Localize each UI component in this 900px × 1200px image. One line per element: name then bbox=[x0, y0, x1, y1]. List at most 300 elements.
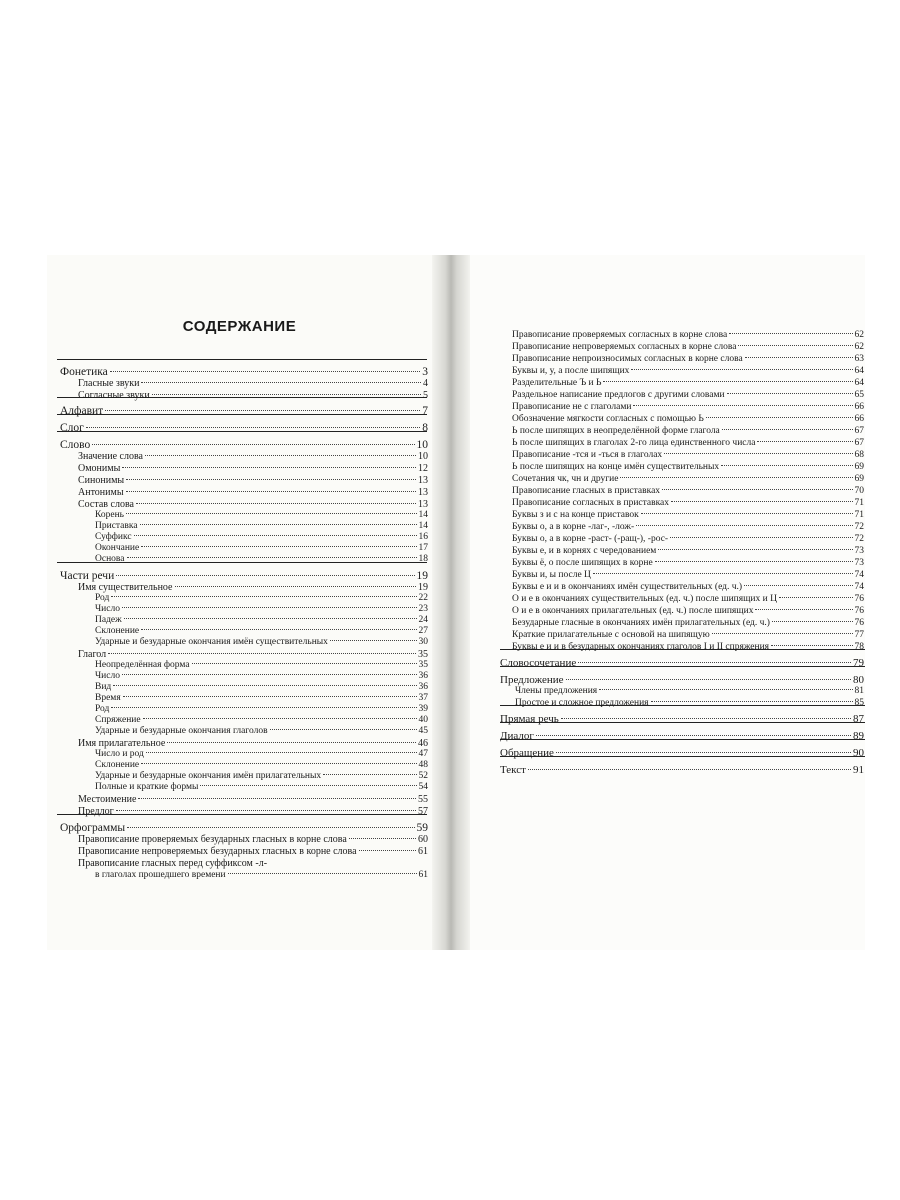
dot-leader bbox=[636, 525, 852, 526]
toc-entry bbox=[515, 687, 864, 697]
toc-entry-title: Правописание не с глаголами bbox=[512, 402, 632, 412]
dot-leader bbox=[721, 465, 852, 466]
toc-page-number: 73 bbox=[854, 558, 864, 568]
toc-page-number: 24 bbox=[418, 615, 428, 625]
dot-leader bbox=[108, 653, 416, 654]
dot-leader bbox=[111, 596, 416, 597]
toc-entry-title: Словосочетание bbox=[500, 657, 577, 669]
toc-entry-title: Правописание -тся и -ться в глаголах bbox=[512, 450, 663, 460]
toc-entry-title: Раздельное написание предлогов с другими словами bbox=[512, 390, 725, 400]
toc-page-number: 63 bbox=[854, 354, 864, 364]
toc-entry-title: Разделительные Ъ и Ь bbox=[512, 378, 602, 388]
toc-entry bbox=[512, 583, 864, 593]
toc-page-number: 76 bbox=[854, 618, 864, 628]
toc-entry-title: Безударные гласные в окончаниях имён прилагательных (ед. ч.) bbox=[512, 618, 770, 628]
dot-leader bbox=[641, 513, 853, 514]
toc-entry bbox=[95, 605, 428, 615]
toc-entry bbox=[500, 675, 864, 686]
dot-leader bbox=[105, 410, 420, 411]
toc-entry bbox=[78, 835, 428, 845]
toc-page-number: 81 bbox=[854, 686, 864, 696]
toc-entry bbox=[512, 643, 864, 653]
toc-entry-title: Вид bbox=[95, 682, 112, 692]
toc-page-number: 37 bbox=[418, 693, 428, 703]
toc-page-number: 22 bbox=[418, 593, 428, 603]
dot-leader bbox=[655, 561, 853, 562]
toc-entry bbox=[95, 783, 428, 793]
toc-entry-title: Предлог bbox=[78, 806, 114, 817]
toc-entry bbox=[95, 616, 428, 626]
dot-leader bbox=[124, 618, 417, 619]
toc-page-number: 54 bbox=[418, 782, 428, 792]
dot-leader bbox=[141, 763, 416, 764]
toc-page-number: 64 bbox=[854, 378, 864, 388]
toc-entry-title: Местоимение bbox=[78, 794, 137, 805]
dot-leader bbox=[323, 774, 416, 775]
toc-entry-title: Ь после шипящих на конце имён существительных bbox=[512, 462, 720, 472]
toc-entry-title: Буквы ё, о после шипящих в корне bbox=[512, 558, 653, 568]
toc-page-number: 55 bbox=[418, 794, 428, 805]
dot-leader bbox=[127, 557, 417, 558]
toc-entry-title: Простое и сложное предложения bbox=[515, 698, 649, 708]
toc-entry bbox=[512, 379, 864, 389]
toc-entry bbox=[512, 595, 864, 605]
toc-page-number: 61 bbox=[418, 870, 428, 880]
dot-leader bbox=[111, 707, 416, 708]
toc-entry-title: Буквы е, и в корнях с чередованием bbox=[512, 546, 657, 556]
toc-entry-title: Спряжение bbox=[95, 715, 141, 725]
toc-entry-title: Правописание непроверяемых безударных гласных в корне слова bbox=[78, 846, 357, 857]
toc-entry-title: Обозначение мягкости согласных с помощью Ь bbox=[512, 414, 704, 424]
toc-entry bbox=[60, 367, 428, 379]
toc-page-number: 4 bbox=[423, 378, 428, 389]
toc-entry bbox=[500, 714, 864, 725]
toc-entry bbox=[60, 571, 428, 583]
page-title: СОДЕРЖАНИЕ bbox=[182, 318, 297, 335]
toc-entry-title: Значение слова bbox=[78, 451, 143, 462]
toc-page-number: 67 bbox=[854, 426, 864, 436]
toc-entry bbox=[500, 658, 864, 669]
toc-entry-title: О и е в окончаниях прилагательных (ед. ч.) после шипящих bbox=[512, 606, 754, 616]
toc-entry bbox=[512, 331, 864, 341]
dot-leader bbox=[359, 850, 416, 851]
toc-page-number: 69 bbox=[854, 462, 864, 472]
toc-entry-title: Род bbox=[95, 593, 110, 603]
toc-entry-title: Буквы е и и в окончаниях имён существительных (ед. ч.) bbox=[512, 582, 743, 592]
toc-entry-title: Суффикс bbox=[95, 532, 132, 542]
toc-entry-title: Части речи bbox=[60, 570, 115, 582]
toc-entry-title: Склонение bbox=[95, 626, 140, 636]
dot-leader bbox=[738, 345, 852, 346]
toc-entry-title: Число bbox=[95, 671, 120, 681]
toc-entry bbox=[60, 423, 428, 435]
toc-entry bbox=[95, 672, 428, 682]
toc-entry bbox=[95, 522, 428, 532]
toc-entry bbox=[78, 847, 428, 857]
toc-page-number: 89 bbox=[853, 730, 864, 742]
toc-page-number: 66 bbox=[854, 414, 864, 424]
toc-entry bbox=[95, 533, 428, 543]
toc-entry-title: Слово bbox=[60, 439, 91, 451]
dot-leader bbox=[122, 674, 417, 675]
dot-leader bbox=[126, 491, 416, 492]
dot-leader bbox=[658, 549, 852, 550]
toc-entry-title: Гласные звуки bbox=[78, 378, 140, 389]
toc-page-number: 14 bbox=[418, 510, 428, 520]
toc-entry bbox=[512, 439, 864, 449]
toc-page-number: 72 bbox=[854, 522, 864, 532]
toc-entry-title: Члены предложения bbox=[515, 686, 598, 696]
toc-page-number: 90 bbox=[853, 747, 864, 759]
toc-entry-title: Склонение bbox=[95, 760, 140, 770]
toc-entry-title: Диалог bbox=[500, 730, 534, 742]
toc-entry-title: Ударные и безударные окончания имён прилагательных bbox=[95, 771, 322, 781]
toc-page-number: 69 bbox=[854, 474, 864, 484]
dot-leader bbox=[122, 607, 417, 608]
toc-page-number: 5 bbox=[423, 390, 428, 401]
toc-entry bbox=[512, 403, 864, 413]
toc-entry bbox=[78, 500, 428, 510]
toc-entry bbox=[95, 871, 428, 881]
toc-page-number: 85 bbox=[854, 698, 864, 708]
dot-leader bbox=[664, 453, 852, 454]
toc-entry bbox=[95, 594, 428, 604]
toc-page-number: 71 bbox=[854, 510, 864, 520]
toc-entry bbox=[60, 440, 428, 452]
toc-entry-title: Число и род bbox=[95, 749, 144, 759]
toc-entry bbox=[512, 631, 864, 641]
toc-page-number: 39 bbox=[418, 704, 428, 714]
toc-entry-title: Правописание непроверяемых согласных в корне слова bbox=[512, 342, 737, 352]
toc-entry-title: Правописание гласных в приставках bbox=[512, 486, 661, 496]
toc-entry-title: Орфограммы bbox=[60, 822, 126, 834]
toc-entry bbox=[512, 451, 864, 461]
toc-entry bbox=[95, 683, 428, 693]
toc-page-number: 10 bbox=[418, 451, 428, 462]
toc-entry bbox=[515, 699, 864, 709]
dot-leader bbox=[113, 685, 416, 686]
toc-entry bbox=[512, 607, 864, 617]
toc-entry bbox=[78, 476, 428, 486]
dot-leader bbox=[126, 479, 416, 480]
toc-page-number: 91 bbox=[853, 764, 864, 776]
dot-leader bbox=[134, 535, 417, 536]
dot-leader bbox=[755, 609, 852, 610]
dot-leader bbox=[722, 429, 853, 430]
toc-page-number: 35 bbox=[418, 649, 428, 660]
toc-page-number: 73 bbox=[854, 546, 864, 556]
toc-entry-title: Число bbox=[95, 604, 120, 614]
toc-page-number: 62 bbox=[854, 342, 864, 352]
toc-entry-title: Буквы и, у, а после шипящих bbox=[512, 366, 630, 376]
dot-leader bbox=[349, 838, 416, 839]
toc-page-number: 27 bbox=[418, 626, 428, 636]
toc-entry-title: Состав слова bbox=[78, 499, 134, 510]
toc-entry bbox=[512, 367, 864, 377]
toc-page-number: 8 bbox=[422, 422, 428, 434]
toc-page-number: 7 bbox=[422, 405, 428, 417]
toc-entry-title: Буквы о, а в корне -раст- (-ращ-), -рос- bbox=[512, 534, 669, 544]
toc-page-number: 19 bbox=[418, 582, 428, 593]
dot-leader bbox=[145, 455, 416, 456]
toc-page-number: 60 bbox=[418, 834, 428, 845]
dot-leader bbox=[228, 873, 417, 874]
dot-leader bbox=[141, 382, 421, 383]
toc-page-number: 65 bbox=[854, 390, 864, 400]
toc-page-number: 80 bbox=[853, 674, 864, 686]
toc-entry-title: Полные и краткие формы bbox=[95, 782, 199, 792]
toc-page-number: 23 bbox=[418, 604, 428, 614]
toc-entry bbox=[78, 379, 428, 389]
toc-entry bbox=[512, 463, 864, 473]
toc-entry-title: Обращение bbox=[500, 747, 554, 759]
dot-leader bbox=[772, 621, 853, 622]
toc-entry bbox=[78, 859, 428, 869]
toc-entry-title: Ь после шипящих в неопределённой форме глагола bbox=[512, 426, 720, 436]
dot-leader bbox=[744, 585, 852, 586]
toc-entry-title: Падеж bbox=[95, 615, 122, 625]
toc-page-number: 36 bbox=[418, 682, 428, 692]
toc-entry bbox=[512, 427, 864, 437]
toc-page-number: 36 bbox=[418, 671, 428, 681]
dot-leader bbox=[620, 477, 852, 478]
toc-entry-title: Основа bbox=[95, 554, 125, 564]
toc-page-number: 18 bbox=[418, 554, 428, 564]
toc-entry bbox=[78, 795, 428, 805]
toc-entry bbox=[60, 406, 428, 418]
dot-leader bbox=[662, 489, 852, 490]
toc-entry bbox=[78, 583, 428, 593]
toc-page-number: 77 bbox=[854, 630, 864, 640]
toc-page-number: 52 bbox=[418, 771, 428, 781]
toc-entry-title: Корень bbox=[95, 510, 124, 520]
toc-entry bbox=[78, 391, 428, 401]
toc-entry-title: Глагол bbox=[78, 649, 107, 660]
toc-page-number: 57 bbox=[418, 806, 428, 817]
toc-entry bbox=[512, 355, 864, 365]
toc-entry bbox=[512, 487, 864, 497]
dot-leader bbox=[138, 798, 416, 799]
toc-entry bbox=[95, 716, 428, 726]
dot-leader bbox=[143, 718, 417, 719]
toc-entry-title: Правописание проверяемых согласных в корне слова bbox=[512, 330, 728, 340]
toc-page-number: 46 bbox=[418, 738, 428, 749]
toc-entry-title: Антонимы bbox=[78, 487, 124, 498]
toc-entry bbox=[512, 511, 864, 521]
toc-page-number: 16 bbox=[418, 532, 428, 542]
toc-page-number: 12 bbox=[418, 463, 428, 474]
toc-page-number: 13 bbox=[418, 487, 428, 498]
toc-entry bbox=[512, 547, 864, 557]
toc-entry bbox=[500, 731, 864, 742]
dot-leader bbox=[599, 689, 852, 690]
toc-entry bbox=[500, 748, 864, 759]
toc-entry-title: Правописание непроизносимых согласных в корне слова bbox=[512, 354, 743, 364]
toc-entry bbox=[95, 661, 428, 671]
toc-entry bbox=[512, 499, 864, 509]
toc-page-number: 17 bbox=[418, 543, 428, 553]
dot-leader bbox=[631, 369, 852, 370]
toc-entry-title: Буквы и, ы после Ц bbox=[512, 570, 591, 580]
dot-leader bbox=[141, 629, 416, 630]
toc-entry-title: Фонетика bbox=[60, 366, 108, 378]
dot-leader bbox=[192, 663, 417, 664]
toc-entry-title: Текст bbox=[500, 764, 526, 776]
toc-entry-title: Слог bbox=[60, 422, 84, 434]
toc-entry-title: Неопределённая форма bbox=[95, 660, 190, 670]
toc-entry-title: Правописание гласных перед суффиксом -л- bbox=[78, 858, 268, 869]
toc-entry-title: Время bbox=[95, 693, 121, 703]
toc-entry bbox=[512, 535, 864, 545]
toc-page-number: 64 bbox=[854, 366, 864, 376]
toc-entry bbox=[512, 343, 864, 353]
book-gutter bbox=[432, 255, 470, 950]
toc-entry bbox=[78, 452, 428, 462]
dot-leader bbox=[745, 357, 853, 358]
dot-leader bbox=[712, 633, 853, 634]
dot-leader bbox=[116, 810, 416, 811]
toc-page-number: 76 bbox=[854, 594, 864, 604]
dot-leader bbox=[86, 427, 420, 428]
toc-entry bbox=[78, 739, 428, 749]
toc-page-number: 13 bbox=[418, 475, 428, 486]
toc-entry-title: Ь после шипящих в глаголах 2-го лица единственного числа bbox=[512, 438, 756, 448]
toc-entry bbox=[95, 511, 428, 521]
toc-entry-title: Род bbox=[95, 704, 110, 714]
dot-leader bbox=[152, 394, 421, 395]
toc-page-number: 47 bbox=[418, 749, 428, 759]
dot-leader bbox=[561, 718, 851, 719]
toc-entry bbox=[512, 571, 864, 581]
toc-page-number: 74 bbox=[854, 570, 864, 580]
dot-leader bbox=[671, 501, 852, 502]
toc-entry bbox=[95, 638, 428, 648]
toc-entry bbox=[512, 523, 864, 533]
toc-page-number: 79 bbox=[853, 657, 864, 669]
toc-entry bbox=[500, 765, 864, 776]
toc-entry-title: Приставка bbox=[95, 521, 138, 531]
toc-entry-title: О и е в окончаниях существительных (ед. ч.) после шипящих и Ц bbox=[512, 594, 777, 604]
toc-page-number: 68 bbox=[854, 450, 864, 460]
toc-entry-title: в глаголах прошедшего времени bbox=[95, 870, 226, 880]
toc-entry bbox=[95, 772, 428, 782]
toc-entry bbox=[78, 650, 428, 660]
toc-page-number: 76 bbox=[854, 606, 864, 616]
toc-entry bbox=[512, 559, 864, 569]
toc-entry bbox=[78, 807, 428, 817]
dot-leader bbox=[270, 729, 417, 730]
toc-entry bbox=[512, 475, 864, 485]
toc-page-number: 3 bbox=[422, 366, 428, 378]
toc-entry-title: Сочетания чк, чн и другие bbox=[512, 474, 619, 484]
section-rule bbox=[57, 359, 427, 360]
dot-leader bbox=[757, 441, 852, 442]
toc-page-number: 87 bbox=[853, 713, 864, 725]
toc-page-number: 78 bbox=[854, 642, 864, 652]
dot-leader bbox=[141, 546, 416, 547]
toc-page-number: 66 bbox=[854, 402, 864, 412]
dot-leader bbox=[727, 393, 853, 394]
toc-entry-title: Имя существительное bbox=[78, 582, 173, 593]
toc-entry bbox=[95, 627, 428, 637]
toc-entry bbox=[95, 544, 428, 554]
toc-page-number: 30 bbox=[418, 637, 428, 647]
toc-page-number: 74 bbox=[854, 582, 864, 592]
dot-leader bbox=[122, 467, 416, 468]
dot-leader bbox=[126, 513, 417, 514]
dot-leader bbox=[92, 444, 414, 445]
dot-leader bbox=[633, 405, 852, 406]
dot-leader bbox=[330, 640, 417, 641]
dot-leader bbox=[706, 417, 853, 418]
toc-entry bbox=[95, 555, 428, 565]
toc-entry bbox=[95, 761, 428, 771]
dot-leader bbox=[528, 769, 851, 770]
dot-leader bbox=[556, 752, 851, 753]
toc-page-number: 19 bbox=[416, 570, 428, 582]
dot-leader bbox=[771, 645, 852, 646]
toc-entry-title: Буквы о, а в корне -лаг-, -лож- bbox=[512, 522, 635, 532]
toc-entry-title: Окончание bbox=[95, 543, 140, 553]
toc-entry bbox=[512, 619, 864, 629]
toc-page-number: 70 bbox=[854, 486, 864, 496]
toc-entry bbox=[512, 391, 864, 401]
toc-entry-title: Правописание согласных в приставках bbox=[512, 498, 670, 508]
dot-leader bbox=[779, 597, 853, 598]
dot-leader bbox=[651, 701, 853, 702]
toc-page-number: 45 bbox=[418, 726, 428, 736]
toc-page-number: 10 bbox=[416, 439, 428, 451]
dot-leader bbox=[167, 742, 416, 743]
toc-page-number: 48 bbox=[418, 760, 428, 770]
toc-entry-title: Омонимы bbox=[78, 463, 121, 474]
dot-leader bbox=[729, 333, 852, 334]
toc-page-number: 59 bbox=[416, 822, 428, 834]
dot-leader bbox=[670, 537, 852, 538]
toc-entry-title: Буквы е и и в безударных окончаниях глаголов I и II спряжения bbox=[512, 642, 770, 652]
toc-page-number: 35 bbox=[418, 660, 428, 670]
toc-page-number: 67 bbox=[854, 438, 864, 448]
toc-entry bbox=[95, 694, 428, 704]
toc-entry bbox=[95, 705, 428, 715]
toc-entry-title: Предложение bbox=[500, 674, 564, 686]
toc-page-number: 72 bbox=[854, 534, 864, 544]
toc-page-number: 40 bbox=[418, 715, 428, 725]
toc-entry-title: Ударные и безударные окончания имён существительных bbox=[95, 637, 328, 647]
dot-leader bbox=[578, 662, 851, 663]
dot-leader bbox=[200, 785, 416, 786]
dot-leader bbox=[140, 524, 417, 525]
toc-entry-title: Алфавит bbox=[60, 405, 104, 417]
toc-page-number: 61 bbox=[418, 846, 428, 857]
dot-leader bbox=[175, 586, 417, 587]
toc-entry-title: Синонимы bbox=[78, 475, 125, 486]
dot-leader bbox=[110, 371, 420, 372]
toc-page-number: 62 bbox=[854, 330, 864, 340]
toc-entry bbox=[512, 415, 864, 425]
toc-entry-title: Краткие прилагательные с основой на шипящую bbox=[512, 630, 710, 640]
toc-page-number: 13 bbox=[418, 499, 428, 510]
toc-entry bbox=[78, 488, 428, 498]
toc-entry bbox=[95, 727, 428, 737]
toc-entry-title: Согласные звуки bbox=[78, 390, 150, 401]
toc-page-number: 71 bbox=[854, 498, 864, 508]
dot-leader bbox=[123, 696, 417, 697]
dot-leader bbox=[566, 679, 852, 680]
dot-leader bbox=[603, 381, 852, 382]
toc-page-number: 14 bbox=[418, 521, 428, 531]
dot-leader bbox=[146, 752, 417, 753]
